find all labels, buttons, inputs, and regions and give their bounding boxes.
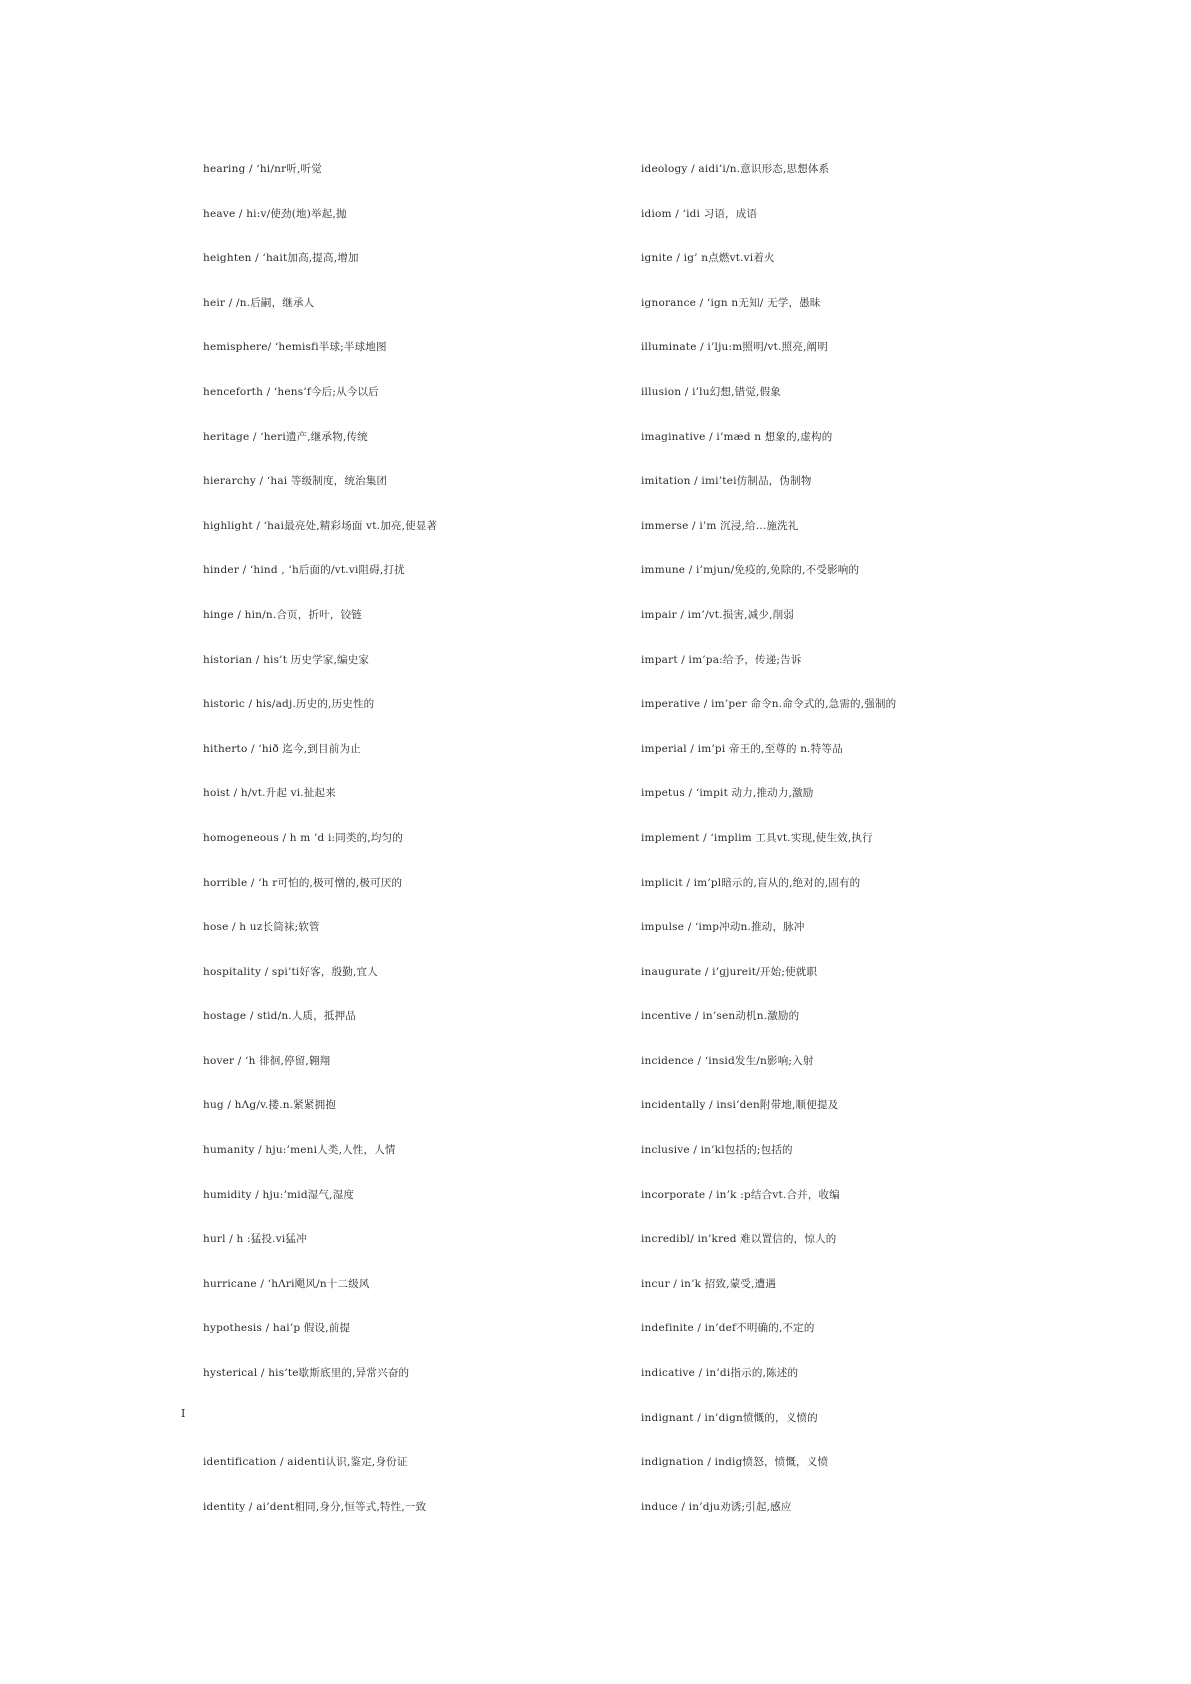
vocab-entry: hitherto / ‘hið 迄今,到目前为止 [203, 742, 361, 755]
vocab-entry: incur / in’k 招致,蒙受,遭遇 [641, 1277, 777, 1290]
vocab-entry: homogeneous / h m ’d i:同类的,均匀的 [203, 831, 403, 844]
vocab-entry: hoist / h/vt.升起 vi.扯起来 [203, 787, 336, 800]
vocab-entry: humanity / hju:’meni人类,人性，人情 [203, 1144, 396, 1157]
vocab-entry: hierarchy / ‘hai 等级制度，统治集团 [203, 475, 388, 488]
vocab-entry: hysterical / his’te歇斯底里的,异常兴奋的 [203, 1367, 410, 1380]
vocab-entry: incentive / in’sen动机n.激励的 [641, 1010, 800, 1023]
vocab-entry: incredibl/ in’kred 难以置信的，惊人的 [641, 1233, 837, 1246]
vocab-entry: humidity / hju:’mid湿气,湿度 [203, 1188, 355, 1201]
section-letter-heading: I [181, 1407, 186, 1420]
vocab-entry: illusion / i’lu幻想,错觉,假象 [641, 385, 781, 398]
vocab-entry: heave / hi:v/使劲(地)举起,抛 [203, 207, 347, 220]
vocab-entry: hurl / h :猛投.vi猛冲 [203, 1233, 307, 1246]
vocab-entry: ignite / ig’ n点燃vt.vi着火 [641, 252, 775, 265]
vocab-entry: ignorance / ‘ign n无知/ 无学，愚昧 [641, 296, 821, 309]
vocab-entry: hostage / stid/n.人质，抵押品 [203, 1010, 357, 1023]
vocab-entry: heritage / ‘heri遗产,继承物,传统 [203, 430, 368, 443]
vocab-entry: immune / i’mjun/免疫的,免除的,不受影响的 [641, 564, 860, 577]
vocab-entry: hemisphere/ ‘hemisfi半球;半球地图 [203, 341, 387, 354]
vocab-entry: indignant / in’dign愤慨的，义愤的 [641, 1411, 818, 1424]
vocab-entry: indicative / in’di指示的,陈述的 [641, 1367, 799, 1380]
vocab-entry: hearing / ‘hi/nr听,听觉 [203, 163, 322, 175]
vocab-entry: inclusive / in’kl包括的;包括的 [641, 1144, 793, 1157]
vocab-entry: imaginative / i’mæd n 想象的,虚构的 [641, 430, 833, 443]
vocab-entry: incidentally / insi’den附带地,顺便提及 [641, 1099, 839, 1112]
vocab-entry: illuminate / i’lju:m照明/vt.照亮,阐明 [641, 341, 828, 354]
vocab-entry: imperative / im’per 命令n.命令式的,急需的,强制的 [641, 698, 897, 711]
vocab-entry: indignation / indig愤怒，愤慨，义愤 [641, 1456, 829, 1469]
vocab-entry: historian / his’t 历史学家,编史家 [203, 653, 370, 666]
vocab-entry: indefinite / in’def不明确的,不定的 [641, 1322, 815, 1335]
vocab-entry: ideology / aidi’i/n.意识形态,思想体系 [641, 163, 830, 175]
vocab-entry: highlight / ‘hai最亮处,精彩场面 vt.加亮,使显著 [203, 519, 438, 532]
vocab-entry: implement / ‘implim 工具vt.实现,使生效,执行 [641, 831, 873, 844]
vocab-entry: historic / his/adj.历史的,历史性的 [203, 698, 375, 711]
vocab-entry: hinge / hin/n.合页，折叶，铰链 [203, 608, 362, 621]
vocab-entry: impulse / ‘imp冲动n.推动，脉冲 [641, 921, 805, 934]
vocab-entry: impart / im’pa:给予，传递;告诉 [641, 653, 802, 666]
vocabulary-column-right [641, 160, 1161, 1542]
vocab-entry: imperial / im’pi 帝王的,至尊的 n.特等品 [641, 742, 843, 755]
vocab-entry: impetus / ‘impit 动力,推动力,激励 [641, 787, 814, 800]
vocab-entry: idiom / ‘idi 习语，成语 [641, 207, 758, 220]
vocab-entry: hypothesis / hai’p 假设,前提 [203, 1322, 351, 1335]
vocab-entry: implicit / im’pl暗示的,盲从的,绝对的,固有的 [641, 876, 861, 889]
vocab-entry: horrible / ‘h r可怕的,极可憎的,极可厌的 [203, 876, 403, 889]
vocab-entry: hover / ‘h 徘徊,停留,翱翔 [203, 1054, 331, 1067]
vocab-entry: heighten / ‘hait加高,提高,增加 [203, 252, 359, 265]
vocab-entry: hug / hΛg/v.搂.n.紧紧拥抱 [203, 1099, 337, 1112]
vocab-entry: hinder / ‘hind , ‘h后面的/vt.vi阻碍,打扰 [203, 564, 405, 577]
vocab-entry: henceforth / ‘hens’f今后;从今以后 [203, 385, 379, 398]
vocab-entry: incidence / ‘insid发生/n影响;入射 [641, 1054, 814, 1067]
vocab-entry: incorporate / in’k :p结合vt.合并，收编 [641, 1188, 840, 1201]
vocab-entry: inaugurate / i’ɡjureit/开始;使就职 [641, 965, 818, 978]
vocab-entry: hose / h uz长筒袜;软管 [203, 921, 320, 934]
vocab-entry: impair / im’/vt.损害,减少,削弱 [641, 608, 795, 621]
vocab-entry: imitation / imi’tei仿制品，伪制物 [641, 475, 812, 488]
vocab-entry: immerse / i’m 沉浸,给…施洗礼 [641, 519, 799, 532]
vocab-entry: heir / /n.后嗣，继承人 [203, 296, 315, 309]
vocab-entry: induce / in’dju劝诱;引起,感应 [641, 1500, 792, 1513]
vocab-entry: hurricane / ‘hΛri飓风/n十二级风 [203, 1277, 370, 1290]
vocab-entry: identification / aidenti认识,鉴定,身份证 [203, 1456, 408, 1469]
vocab-entry: hospitality / spi’ti好客，殷勤,宜人 [203, 965, 378, 978]
vocab-entry: identity / ai’dent相同,身分,恒等式,特性,一致 [203, 1500, 427, 1513]
